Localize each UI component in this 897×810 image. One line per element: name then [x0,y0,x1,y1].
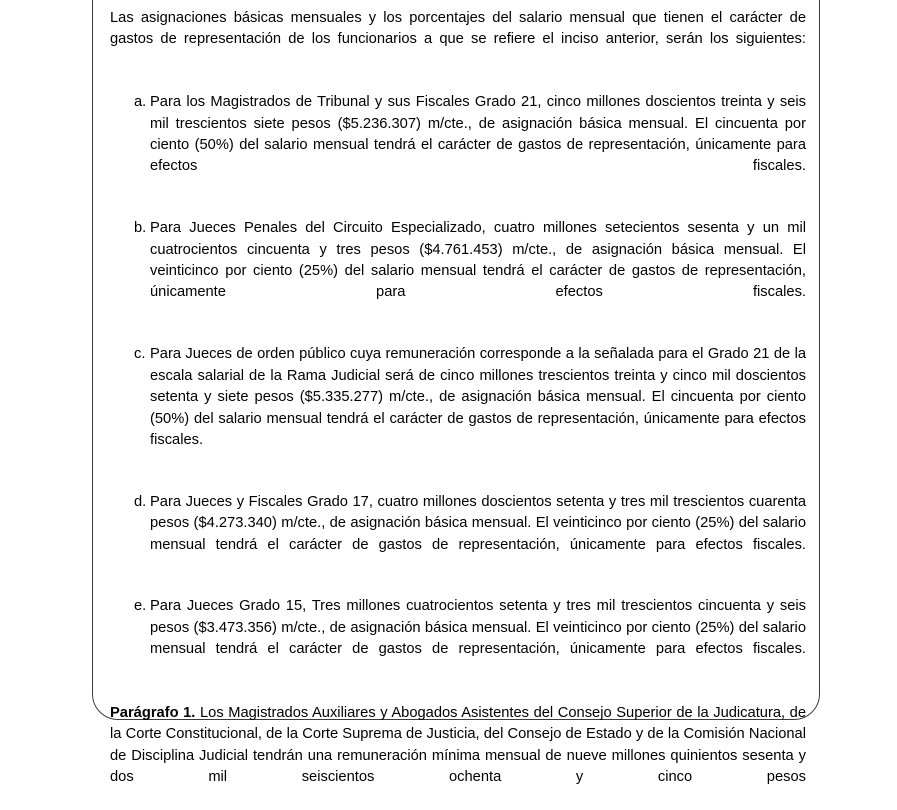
intro-paragraph: Las asignaciones básicas mensuales y los porcentajes del salario mensual que tienen el carácter de gastos de representación de los funcionarios a que se refiere el inciso anterior, serán los siguientes: [110,10,806,48]
list-item [110,492,806,578]
list-item-marker: c. [134,346,146,363]
list-item-text: Para Jueces y Fiscales Grado 17, cuatro millones doscientos setenta y tres mil trescientos cuarenta pesos ($4.273.340) m/cte., de asignación básica mensual. El veinticinco por ciento (25%) del salario mensual tendrá el carácter de gastos de representación, únicamente para efectos fiscales. [150,493,806,553]
list-item [110,218,806,325]
list-item-text: Para Jueces de orden público cuya remuneración corresponde a la señalada para el Grado 21 de la escala salarial de la Rama Judicial será de cinco millones trescientos treinta y cinco mil doscientos setenta y siete pesos ($5.335.277) m/cte., de asignación básica mensual. El cincuenta por ciento (50%) del salario mensual tendrá el carácter de gastos de representación, únicamente para efectos fiscales. [150,346,806,448]
list-item-text: Para los Magistrados de Tribunal y sus Fiscales Grado 21, cinco millones doscientos treinta y seis mil trescientos siete pesos ($5.236.307) m/cte., de asignación básica mensual. El cincuenta por ciento (50%) del salario mensual tendrá el carácter de gastos de representación, únicamente para efectos fiscales. [150,94,806,175]
list-item-marker: d. [134,493,147,510]
list-item [110,596,806,682]
lettered-list [110,92,806,682]
list-item-text: Para Jueces Penales del Circuito Especializado, cuatro millones setecientos sesenta y un mil cuatrocientos cincuenta y tres pesos ($4.761.453) m/cte., de asignación básica mensual. El veinticinco por ciento (25%) del salario mensual tendrá el carácter de gastos de representación, únicamente para efectos fiscales. [150,220,806,301]
paragrafo-paragraph [110,703,806,810]
list-item-text: Para Jueces Grado 15, Tres millones cuatrocientos setenta y tres mil trescientos cincuenta y seis pesos ($3.473.356) m/cte., de asignación básica mensual. El veinticinco por ciento (25%) del salario mensual tendrá el carácter de gastos de representación, únicamente para efectos fiscales. [150,598,806,658]
list-item-marker: a. [134,94,147,111]
paragrafo-label: Parágrafo 1. [110,704,196,721]
list-item-marker: b. [134,220,147,237]
paragrafo-text: Los Magistrados Auxiliares y Abogados Asistentes del Consejo Superior de la Judicatura, de la Corte Constitucional, de la Corte Suprema de Justicia, del Consejo de Estado y de la Comisión Nacional de Disciplina Judicial tendrán una remuneración mínima mensual de nueve millones quinientos sesenta y dos mil seiscientos ochenta y cinco pesos [110,704,806,786]
list-item [110,344,806,472]
document-body [110,8,806,810]
list-item [110,92,806,199]
list-item-marker: e. [134,598,147,615]
